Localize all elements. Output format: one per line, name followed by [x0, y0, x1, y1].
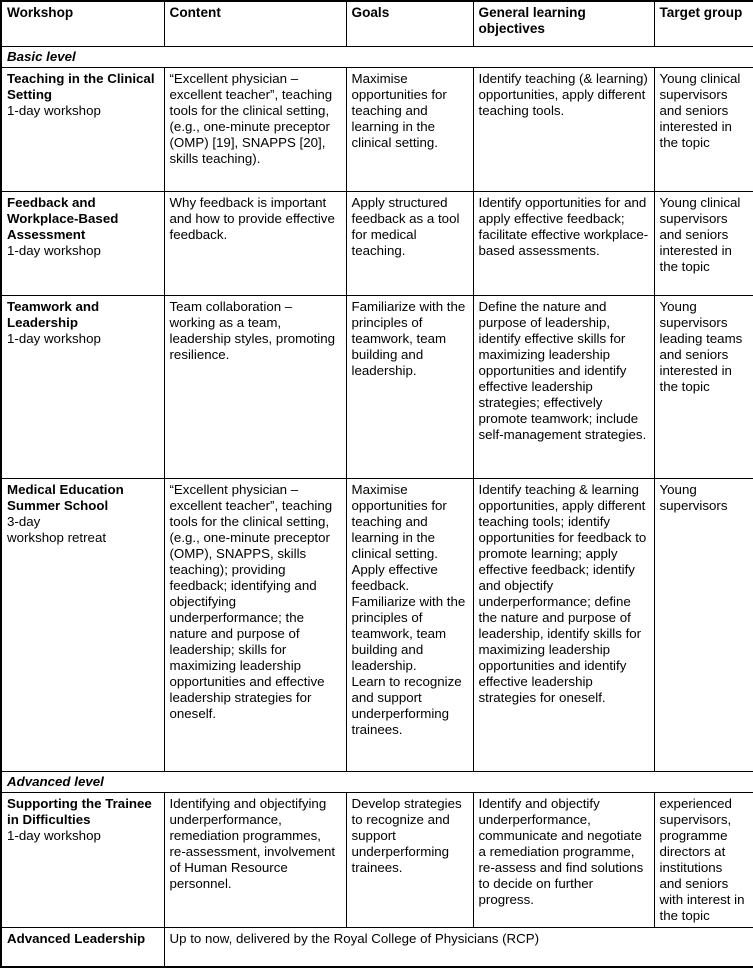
content-cell	[164, 479, 346, 772]
target-text: Young clinical supervisors and seniors interested in the topic	[659, 195, 741, 274]
workshop-cell	[1, 793, 164, 928]
target-cell	[654, 68, 753, 192]
goals-text: Maximise opportunities for teaching and learning in the clinical setting.	[351, 71, 447, 150]
content-text: Why feedback is important and how to provide effective feedback.	[169, 195, 335, 242]
goals-text: Familiarize with the principles of teamwork, team building and leadership.	[351, 299, 466, 378]
goals-text: Familiarize with the principles of teamwork, team building and leadership.	[351, 594, 466, 673]
workshop-cell	[1, 68, 164, 192]
target-text: experienced supervisors, programme directors at institutions and seniors with interest in the topic	[659, 796, 745, 923]
column-header-workshop: Workshop	[1, 1, 164, 47]
objectives-cell	[473, 296, 654, 479]
header-row	[1, 1, 753, 47]
merged-note-cell	[164, 928, 753, 968]
table-row	[1, 928, 753, 968]
content-cell	[164, 192, 346, 296]
workshop-subtitle: 1-day workshop	[7, 828, 101, 843]
workshop-cell	[1, 296, 164, 479]
workshop-cell	[1, 479, 164, 772]
goals-text: Apply structured feedback as a tool for medical teaching.	[351, 195, 460, 258]
goals-cell	[346, 296, 473, 479]
workshop-title: Medical Education Summer School	[7, 482, 124, 513]
goals-text: Maximise opportunities for teaching and learning in the clinical setting.	[351, 482, 447, 561]
section-header-basic	[1, 47, 753, 68]
objectives-text: Identify opportunities for and apply effective feedback; facilitate effective workplace-based assessments.	[478, 195, 649, 258]
section-label: Advanced level	[1, 772, 753, 793]
goals-cell	[346, 192, 473, 296]
workshop-title: Teaching in the Clinical Setting	[7, 71, 155, 102]
content-cell	[164, 793, 346, 928]
target-text: Young supervisors leading teams and seniors interested in the topic	[659, 299, 743, 394]
workshop-title: Teamwork and Leadership	[7, 299, 100, 330]
goals-text: Learn to recognize and support underperforming trainees.	[351, 674, 462, 737]
table-row	[1, 296, 753, 479]
content-cell	[164, 68, 346, 192]
objectives-text: Identify teaching (& learning) opportunities, apply different teaching tools.	[478, 71, 648, 118]
table-row	[1, 192, 753, 296]
content-text: “Excellent physician – excellent teacher”, teaching tools for the clinical setting, (e.g., one-minute preceptor (OMP), SNAPPS, skills teaching); providing feedback; identifying and objectifying underperformance; the nature and purpose of leadership; skills for maximizing leadership opportunities and effective leadership strategies for oneself.	[169, 482, 333, 721]
section-label: Basic level	[1, 47, 753, 68]
workshop-subtitle: 3-day	[7, 514, 41, 529]
workshop-subtitle: 1-day workshop	[7, 103, 101, 118]
objectives-cell	[473, 68, 654, 192]
content-text: “Excellent physician – excellent teacher”, teaching tools for the clinical setting, (e.g., one-minute preceptor (OMP) [19], SNAPPS [20], skills teaching).	[169, 71, 333, 166]
objectives-text: Identify and objectify underperformance, communicate and negotiate a remediation programme, re-assess and find solutions to decide on further progress.	[478, 796, 644, 907]
target-text: Young clinical supervisors and seniors interested in the topic	[659, 71, 741, 150]
workshop-cell	[1, 192, 164, 296]
target-cell	[654, 479, 753, 772]
objectives-cell	[473, 793, 654, 928]
objectives-cell	[473, 192, 654, 296]
target-cell	[654, 192, 753, 296]
table-row	[1, 479, 753, 772]
target-text: Young supervisors	[659, 482, 728, 513]
objectives-cell	[473, 479, 654, 772]
target-cell	[654, 296, 753, 479]
content-cell	[164, 296, 346, 479]
column-header-content: Content	[164, 1, 346, 47]
content-text: Identifying and objectifying underperformance, remediation programmes, re-assessment, involvement of Human Resource personnel.	[169, 796, 336, 891]
objectives-text: Define the nature and purpose of leadership, identify effective skills for maximizing leadership opportunities and identify effective leadership strategies; effectively promote teamwork; include self-management strategies.	[478, 299, 647, 442]
workshop-cell	[1, 928, 164, 968]
goals-text: Apply effective feedback.	[351, 562, 438, 593]
column-header-objectives: General learning objectives	[473, 1, 654, 47]
note-text: Up to now, delivered by the Royal College of Physicians (RCP)	[169, 931, 540, 946]
goals-cell	[346, 479, 473, 772]
workshop-subtitle: 1-day workshop	[7, 243, 101, 258]
content-text: Team collaboration – working as a team, leadership styles, promoting resilience.	[169, 299, 336, 362]
workshop-subtitle: 1-day workshop	[7, 331, 101, 346]
goals-text: Develop strategies to recognize and support underperforming trainees.	[351, 796, 462, 875]
column-header-target-group: Target group	[654, 1, 753, 47]
table-row	[1, 793, 753, 928]
section-header-advanced	[1, 772, 753, 793]
workshop-title: Supporting the Trainee in Difficulties	[7, 796, 152, 827]
column-header-goals: Goals	[346, 1, 473, 47]
goals-cell	[346, 793, 473, 928]
goals-cell	[346, 68, 473, 192]
objectives-text: Identify teaching & learning opportunities, apply different teaching tools; identify opportunities for feedback to promote learning; apply effective feedback; identify and objectify underperformance; define the nature and purpose of leadership, identify skills for maximizing leadership opportunities and identify effective leadership strategies for oneself.	[478, 482, 647, 705]
workshop-subtitle: workshop retreat	[7, 530, 107, 545]
table-row	[1, 68, 753, 192]
workshop-title: Feedback and Workplace-Based Assessment	[7, 195, 119, 242]
target-cell	[654, 793, 753, 928]
workshop-title: Advanced Leadership	[7, 931, 146, 946]
